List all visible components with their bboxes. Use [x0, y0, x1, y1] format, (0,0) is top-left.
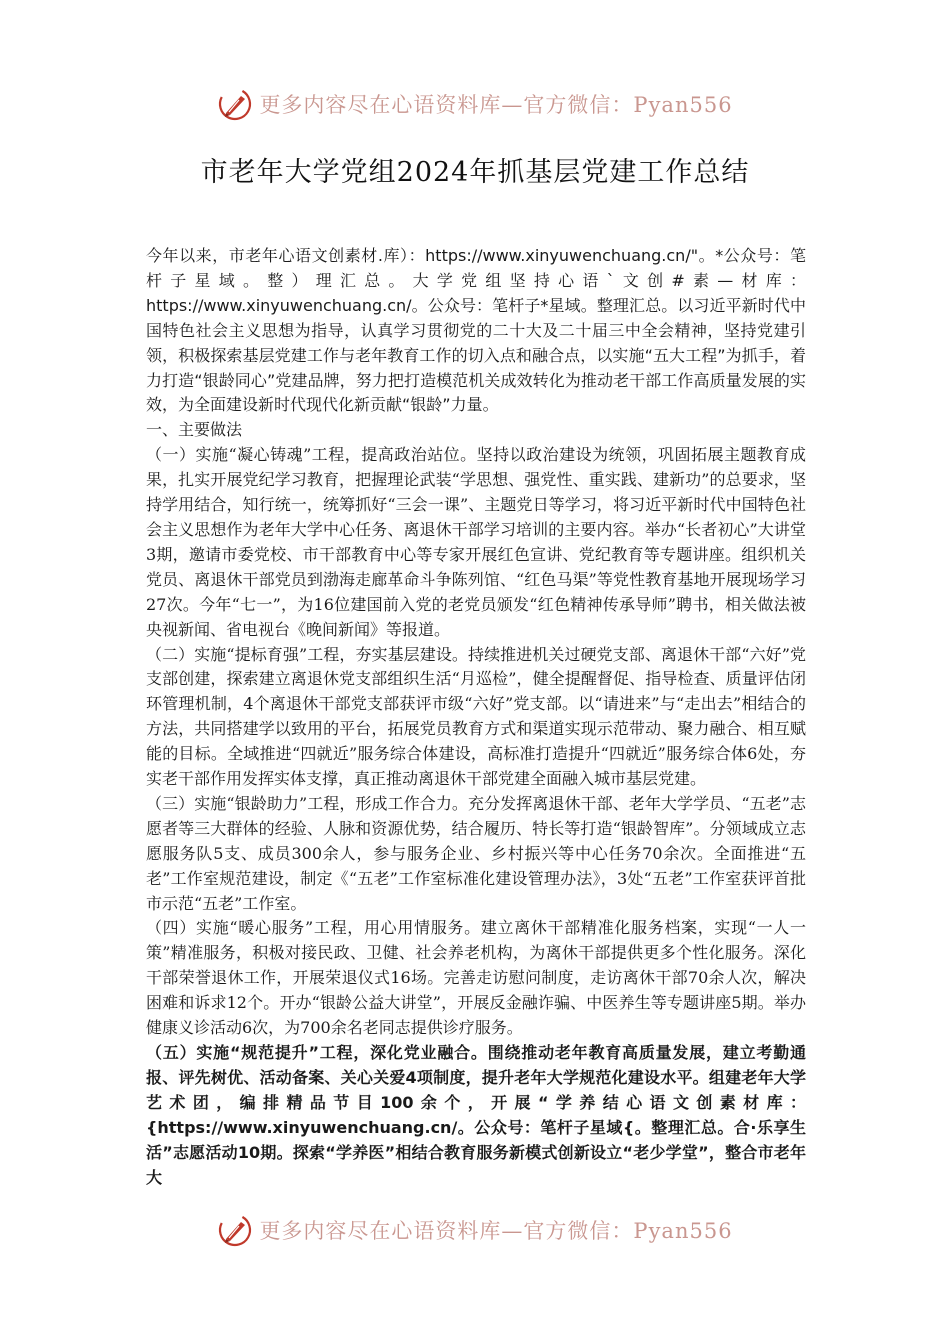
footer-watermark-banner — [0, 1210, 950, 1250]
header-watermark-banner — [0, 84, 950, 124]
paragraph-item-2: （二）实施“提标育强”工程，夯实基层建设。持续推进机关过硬党支部、离退休干部“六好”党支部创建，探索建立离退休党支部组织生活“月巡检”，健全提醒督促、指导检查、质量评估闭环管理机制，4个离退休干部党支部获评市级“六好”党支部。以“请进来”与“走出去”相结合的方法，共同搭建学以致用的平台，拓展党员教育方式和渠道实现示范带动、聚力融合、相互赋能的目标。全域推进“四就近”服务综合体建设，高标准打造提升“四就近”服务综合体6处，夯实老干部作用发挥实体支撑，真正推动离退休干部党建全面融入城市基层党建。 — [146, 644, 806, 789]
paragraph-item-1: （一）实施“凝心铸魂”工程，提高政治站位。坚持以政治建设为统领，巩固拓展主题教育成果，扎实开展党纪学习教育，把握理论武装“学思想、强党性、重实践、建新功”的总要求，坚持学用结合，知行统一，统筹抓好“三会一课”、主题党日等学习，将习近平新时代中国特色社会主义思想作为老年大学中心任务、离退休干部学习培训的主要内容。举办“长者初心”大讲堂3期，邀请市委党校、市干部教育中心等专家开展红色宣讲、党纪教育等专题讲座。组织机关党员、离退休干部党员到渤海走廊革命斗争陈列馆、“红色马渠”等党性教育基地开展现场学习27次。今年“七一”，为16位建国前入党的老党员颁发“红色精神传承导师”聘书，相关做法被央视新闻、省电视台《晚间新闻》等报道。 — [146, 445, 806, 639]
paragraph-item-4: （四）实施“暖心服务”工程，用心用情服务。建立离休干部精准化服务档案，实现“一人一策”精准服务，积极对接民政、卫健、社会养老机构，为离休干部提供更多个性化服务。深化干部荣誉退休工作，开展荣退仪式16场。完善走访慰问制度，走访离休干部70余人次，解决困难和诉求12个。开办“银龄公益大讲堂”，开展反金融诈骗、中医养生等专题讲座5期。举办健康义诊活动6次，为700余名老同志提供诊疗服务。 — [146, 918, 806, 1038]
section-heading-main-practices: 一、主要做法 — [146, 420, 243, 440]
document-title: 市老年大学党组2024年抓基层党建工作总结 — [200, 157, 750, 188]
paragraph-item-3: （三）实施“银龄助力”工程，形成工作合力。充分发挥离退休干部、老年大学学员、“五老”志愿者等三大群体的经验、人脉和资源优势，结合履历、特长等打造“银龄智库”。分领域成立志愿服务队5支、成员300余人，参与服务企业、乡村振兴等中心任务70余次。全面推进“五老”工作室规范建设，制定《“五老”工作室标准化建设管理办法》，3处“五老”工作室获评首批市示范“五老”工作室。 — [146, 793, 806, 913]
paragraph-intro: 今年以来，市老年心语文创素材.库）：https://www.xinyuwenchuang.cn/"。*公众号：笔杆子星域。整）理汇总。大学党组坚持心语`文创#素—材库：https://www.xinyuwenchuang.cn/。公众号：笔杆子*星域。整理汇总。以习近平新时代中国特色社会主义思想为指导，认真学习贯彻党的二十大及二十届三中全会精神，坚持党建引领，积极探索基层党建工作与老年教育工作的切入点和融合点，以实施“五大工程”为抓手，着力打造“银龄同心”党建品牌，努力把打造模范机关成效转化为推动老干部工作高质量发展的实效，为全面建设新时代现代化新贡献“银龄”力量。 — [146, 246, 806, 415]
pen-nib-circle-logo-icon — [217, 1212, 253, 1248]
footer-watermark-text: 更多内容尽在心语资料库—官方微信：Pyan556 — [259, 1219, 733, 1243]
document-body — [146, 244, 806, 1190]
header-watermark-text: 更多内容尽在心语资料库—官方微信：Pyan556 — [259, 93, 733, 117]
paragraph-item-5: （五）实施“规范提升”工程，深化党业融合。围绕推动老年教育高质量发展，建立考勤通报、评先树优、活动备案、关心关爱4项制度，提升老年大学规范化建设水平。组建老年大学艺术团，编排精品节目100余个，开展“学养结心语文创素材库：{https://www.xinyuwenchuang.cn/。公众号：笔杆子星域{。整理汇总。合·乐享生活”志愿活动10期。探索“学养医”相结合教育服务新模式创新设立“老少学堂”，整合市老年大 — [146, 1043, 806, 1187]
pen-nib-circle-logo-icon — [217, 86, 253, 122]
